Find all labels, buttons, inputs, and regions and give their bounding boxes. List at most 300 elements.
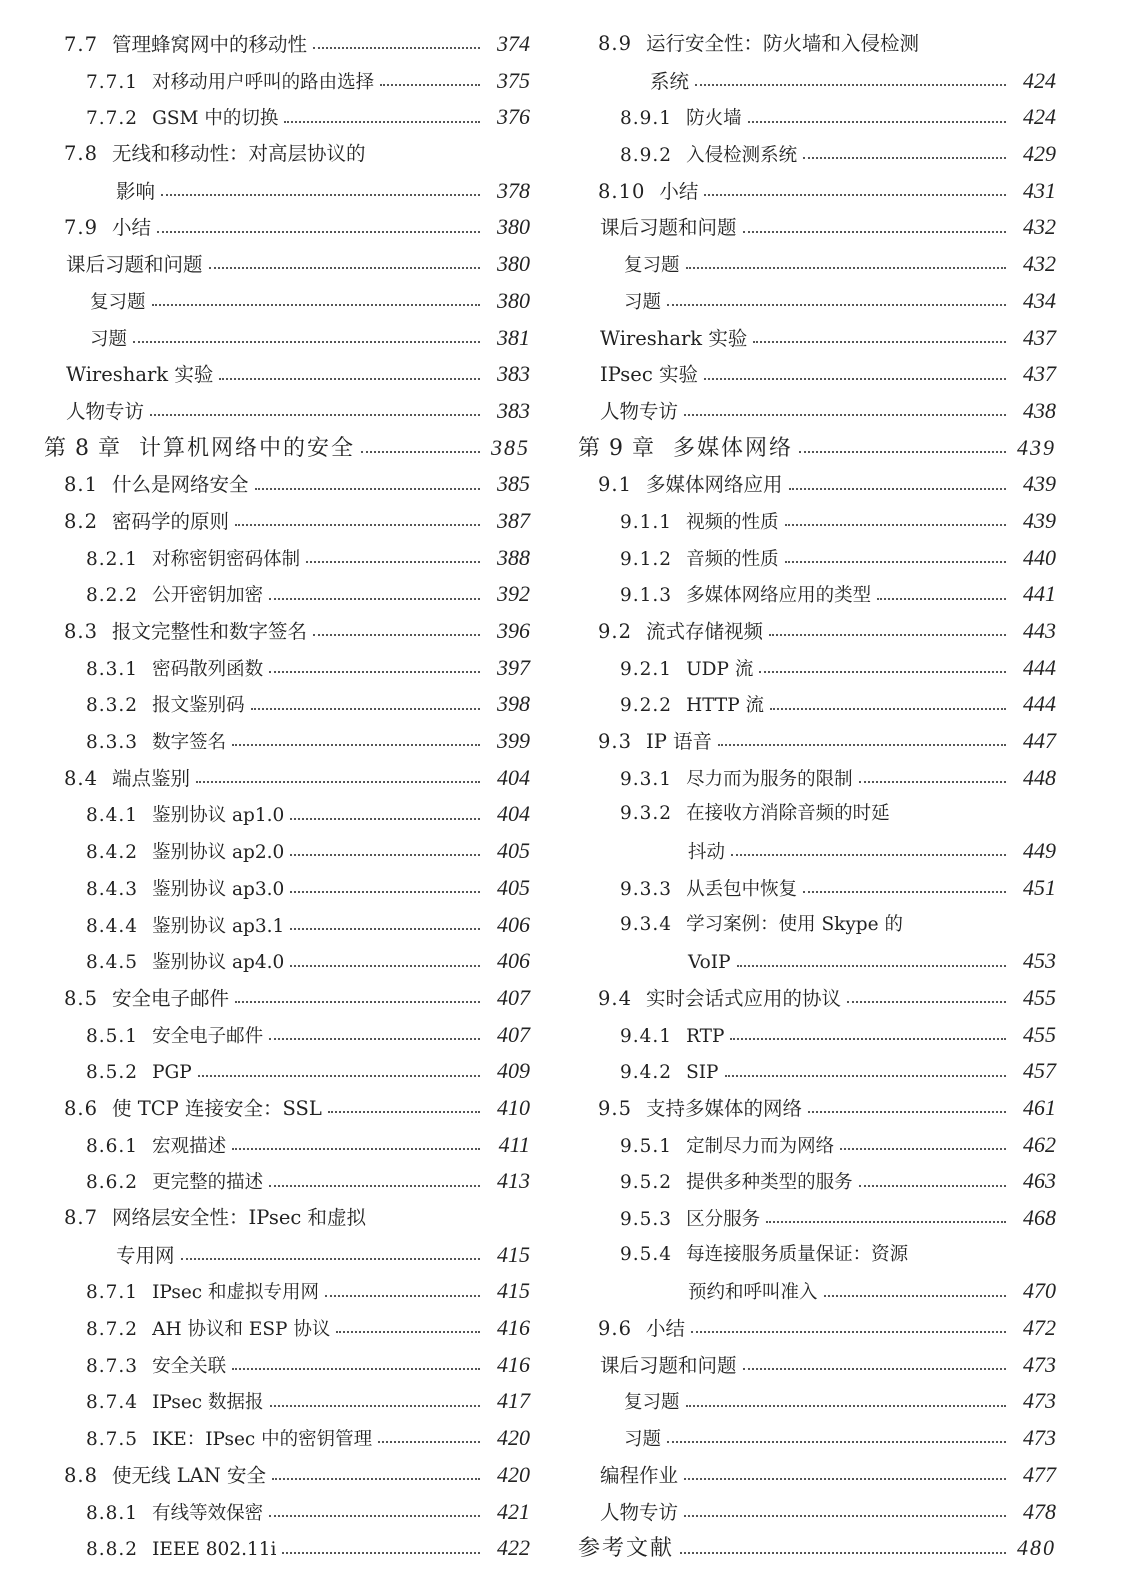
toc-entry-title: 编程作业 (600, 1463, 679, 1487)
toc-entry-title: 习题 (624, 1429, 662, 1451)
toc-entry[interactable] (578, 1494, 1056, 1531)
toc-entry-page: 424 (1023, 104, 1056, 130)
toc-entry-title: GSM 中的切换 (152, 108, 279, 130)
toc-entry-title: 复习题 (624, 255, 680, 277)
toc-left-column (44, 26, 530, 1567)
toc-entry-number: 9.5 (598, 1096, 633, 1120)
toc-entry-title: SIP (686, 1062, 719, 1084)
toc-entry[interactable] (578, 246, 1056, 283)
toc-entry[interactable] (578, 1090, 1056, 1127)
toc-entry[interactable] (578, 503, 1056, 540)
leader-dots (769, 634, 1006, 636)
leader-dots (255, 488, 480, 490)
toc-entry-page: 417 (497, 1388, 530, 1414)
toc-entry[interactable] (578, 870, 1056, 907)
toc-entry[interactable] (44, 650, 530, 687)
toc-entry-number: 9.6 (598, 1317, 633, 1341)
toc-entry[interactable] (44, 1494, 530, 1531)
toc-entry[interactable] (578, 1237, 1056, 1274)
toc-entry-title: 鉴别协议 ap4.0 (152, 952, 285, 974)
toc-entry-number: 8.5.2 (86, 1062, 139, 1084)
toc-entry-title: 网络层安全性：IPsec 和虚拟 (112, 1206, 366, 1229)
toc-entry[interactable] (44, 870, 530, 907)
toc-entry[interactable] (578, 1273, 1056, 1310)
toc-entry-title: 安全关联 (152, 1355, 227, 1377)
toc-entry-title: 什么是网络安全 (112, 473, 249, 497)
leader-dots (269, 598, 480, 600)
leader-dots (684, 414, 1006, 416)
toc-entry-page: 375 (497, 67, 530, 93)
toc-entry-title: 习题 (90, 328, 128, 350)
toc-entry[interactable] (578, 320, 1056, 357)
toc-entry-page: 415 (497, 1278, 530, 1304)
toc-entry-number: 第 9 章 (578, 435, 655, 461)
toc-entry-number: 7.7.1 (86, 71, 139, 93)
toc-entry-number: 8.7.2 (86, 1319, 139, 1341)
toc-entry[interactable] (578, 1017, 1056, 1054)
toc-entry[interactable] (44, 173, 530, 210)
toc-entry-title: 课后习题和问题 (600, 1353, 737, 1377)
leader-dots (232, 744, 480, 746)
toc-entry-number: 8.1 (64, 473, 99, 497)
toc-entry-page: 432 (1023, 214, 1056, 240)
toc-entry[interactable] (578, 1053, 1056, 1090)
toc-entry-page: 381 (497, 324, 530, 350)
toc-entry[interactable] (578, 430, 1056, 467)
leader-dots (737, 965, 1006, 967)
toc-entry-page: 415 (497, 1241, 530, 1267)
leader-dots (290, 854, 480, 856)
leader-dots (877, 598, 1006, 600)
toc-entry[interactable] (578, 613, 1056, 650)
toc-entry-title: 影响 (116, 179, 156, 203)
toc-entry[interactable] (578, 63, 1056, 100)
toc-entry-number: 8.7.1 (86, 1282, 139, 1304)
leader-dots (840, 1148, 1006, 1150)
leader-dots (336, 1331, 480, 1333)
leader-dots (306, 561, 480, 563)
leader-dots (824, 1295, 1006, 1297)
toc-entry-number: 8.4.2 (86, 842, 139, 864)
toc-entry-page: 422 (497, 1535, 530, 1561)
toc-entry[interactable] (578, 1347, 1056, 1384)
toc-entry-page: 424 (1023, 67, 1056, 93)
toc-entry[interactable] (578, 833, 1056, 870)
toc-entry-title: 复习题 (624, 1392, 680, 1414)
toc-entry-title: 鉴别协议 ap3.1 (152, 915, 285, 937)
leader-dots (808, 1111, 1006, 1113)
toc-entry-title: 专用网 (116, 1243, 175, 1267)
toc-entry-number: 8.8.1 (86, 1502, 139, 1524)
toc-entry[interactable] (578, 576, 1056, 613)
toc-entry-page: 383 (497, 397, 530, 423)
toc-entry[interactable] (578, 540, 1056, 577)
leader-dots (133, 341, 480, 343)
toc-entry-number: 8.4.1 (86, 805, 139, 827)
toc-entry[interactable] (578, 1457, 1056, 1494)
toc-entry-title: 尽力而为服务的限制 (686, 768, 853, 790)
toc-entry[interactable] (44, 540, 530, 577)
leader-dots (251, 708, 480, 710)
toc-entry-number: 9.2.1 (620, 658, 673, 680)
toc-entry-page: 480 (1017, 1535, 1056, 1561)
toc-entry-title: 使 TCP 连接安全：SSL (112, 1096, 322, 1120)
leader-dots (209, 267, 480, 269)
toc-entry-title: 定制尽力而为网络 (686, 1135, 835, 1157)
toc-entry-number: 8.7.3 (86, 1355, 139, 1377)
toc-entry-page: 413 (497, 1168, 530, 1194)
toc-entry-page: 444 (1023, 654, 1056, 680)
leader-dots (695, 84, 1006, 86)
toc-entry-number: 8.7 (64, 1206, 99, 1229)
leader-dots (284, 121, 480, 123)
toc-entry-number: 7.8 (64, 142, 99, 166)
toc-entry-title: 密码散列函数 (152, 658, 264, 680)
toc-entry-number: 9.5.3 (620, 1209, 673, 1230)
leader-dots (803, 157, 1006, 159)
toc-entry[interactable] (44, 833, 530, 870)
toc-entry-title: 鉴别协议 ap2.0 (152, 842, 285, 864)
toc-entry[interactable] (44, 503, 530, 540)
toc-entry[interactable] (44, 1053, 530, 1090)
toc-entry-number: 8.3.3 (86, 732, 139, 754)
leader-dots (198, 1075, 480, 1077)
toc-entry-title: 从丢包中恢复 (686, 878, 798, 900)
toc-entry-page: 439 (1023, 471, 1056, 497)
toc-entry-page: 434 (1023, 287, 1056, 313)
toc-entry-number: 8.9.2 (620, 145, 673, 167)
toc-entry-number: 9.3 (598, 730, 633, 754)
leader-dots (269, 1515, 480, 1517)
toc-entry[interactable] (44, 1163, 530, 1200)
toc-entry-number: 8.4 (64, 766, 99, 790)
toc-entry[interactable] (44, 1237, 530, 1274)
toc-entry-page: 396 (497, 618, 530, 643)
toc-entry-number: 8.5 (64, 986, 99, 1010)
toc-entry-title: 抖动 (688, 842, 726, 864)
toc-entry[interactable] (44, 760, 530, 797)
toc-entry[interactable] (44, 320, 530, 357)
toc-entry[interactable] (44, 1200, 530, 1237)
toc-entry-title: Wireshark 实验 (600, 326, 748, 350)
toc-entry[interactable] (44, 1017, 530, 1054)
leader-dots (859, 781, 1006, 783)
toc-entry[interactable] (44, 576, 530, 613)
toc-entry[interactable] (578, 99, 1056, 136)
toc-entry-page: 420 (497, 1461, 530, 1487)
toc-entry-title: 公开密钥加密 (152, 585, 264, 607)
leader-dots (269, 1185, 480, 1187)
toc-entry[interactable] (44, 1310, 530, 1347)
toc-entry-number: 8.8.2 (86, 1539, 139, 1561)
leader-dots (799, 451, 1006, 453)
toc-entry-title: 多媒体网络应用 (646, 473, 783, 497)
leader-dots (290, 928, 480, 930)
toc-entry[interactable] (44, 796, 530, 833)
toc-entry-page: 444 (1023, 691, 1056, 717)
toc-entry-title: 人物专访 (66, 399, 145, 423)
toc-entry[interactable] (44, 1457, 530, 1494)
toc-entry[interactable] (44, 1347, 530, 1384)
toc-entry-title: 参考文献 (578, 1536, 675, 1562)
leader-dots (361, 451, 480, 453)
toc-entry-page: 416 (497, 1351, 530, 1377)
toc-entry-title: HTTP 流 (686, 695, 765, 717)
toc-entry-page: 468 (1023, 1205, 1056, 1230)
toc-entry-title: 安全电子邮件 (112, 986, 230, 1010)
toc-entry[interactable] (44, 430, 530, 467)
toc-entry[interactable] (578, 1200, 1056, 1237)
toc-entry[interactable] (578, 209, 1056, 246)
toc-entry[interactable] (44, 136, 530, 173)
toc-entry-page: 380 (497, 214, 530, 240)
leader-dots (847, 1001, 1006, 1003)
toc-entry-number: 9.4 (598, 986, 633, 1010)
toc-entry-number: 8.7.4 (86, 1392, 139, 1414)
toc-entry[interactable] (44, 356, 530, 393)
toc-entry[interactable] (578, 1420, 1056, 1457)
toc-entry[interactable] (578, 136, 1056, 173)
toc-entry-page: 406 (497, 911, 530, 937)
toc-entry[interactable] (44, 466, 530, 503)
toc-entry[interactable] (578, 1530, 1056, 1567)
toc-entry[interactable] (44, 1420, 530, 1457)
toc-entry[interactable] (578, 173, 1056, 210)
leader-dots (789, 488, 1006, 490)
toc-entry-title: RTP (686, 1025, 725, 1047)
toc-entry-title: 端点鉴别 (112, 766, 191, 790)
toc-entry[interactable] (44, 907, 530, 944)
toc-entry-page: 421 (497, 1498, 530, 1524)
toc-entry-title: 鉴别协议 ap1.0 (152, 805, 285, 827)
leader-dots (328, 1111, 480, 1113)
leader-dots (770, 708, 1006, 710)
toc-entry-number: 8.10 (598, 179, 646, 203)
leader-dots (378, 1441, 480, 1443)
toc-entry[interactable] (578, 26, 1056, 63)
toc-entry-number: 8.3 (64, 620, 99, 643)
toc-entry-title: 流式存储视频 (646, 620, 764, 643)
toc-entry[interactable] (578, 650, 1056, 687)
toc-entry[interactable] (44, 99, 530, 136)
toc-entry[interactable] (578, 356, 1056, 393)
toc-entry[interactable] (578, 283, 1056, 320)
toc-entry[interactable] (578, 1383, 1056, 1420)
toc-entry-title: IP 语音 (646, 730, 713, 754)
toc-entry-title: 提供多种类型的服务 (686, 1172, 853, 1194)
toc-entry-number: 8.8 (64, 1463, 99, 1487)
leader-dots (196, 781, 480, 783)
toc-entry-title: 区分服务 (686, 1209, 761, 1230)
toc-entry-page: 376 (497, 104, 530, 130)
leader-dots (766, 1221, 1006, 1223)
toc-entry-number: 9.2 (598, 620, 633, 643)
toc-entry-number: 9.1 (598, 473, 633, 497)
toc-entry-page: 410 (497, 1094, 530, 1120)
toc-entry[interactable] (44, 393, 530, 430)
toc-entry-page: 453 (1023, 948, 1056, 974)
toc-entry[interactable] (578, 723, 1056, 760)
toc-entry-page: 380 (497, 251, 530, 277)
toc-entry-number: 8.9.1 (620, 108, 673, 130)
toc-entry-title: 小结 (659, 179, 699, 203)
toc-entry-page: 404 (497, 764, 530, 790)
toc-entry[interactable] (44, 283, 530, 320)
toc-entry-title: 运行安全性：防火墙和入侵检测 (646, 32, 920, 55)
toc-entry-title: 系统 (650, 69, 690, 93)
toc-entry[interactable] (44, 26, 530, 63)
toc-entry[interactable] (578, 393, 1056, 430)
toc-entry-page: 398 (497, 691, 530, 717)
toc-entry-title: AH 协议和 ESP 协议 (152, 1319, 331, 1341)
toc-entry-number: 8.3.1 (86, 658, 139, 680)
toc-entry-page: 431 (1023, 177, 1056, 203)
toc-entry[interactable] (578, 466, 1056, 503)
leader-dots (743, 1368, 1006, 1370)
toc-entry-number: 8.5.1 (86, 1025, 139, 1047)
toc-entry[interactable] (578, 760, 1056, 797)
toc-entry-page: 438 (1023, 397, 1056, 423)
leader-dots (684, 1515, 1006, 1517)
toc-entry-page: 374 (497, 31, 530, 56)
toc-entry-title: 安全电子邮件 (152, 1025, 264, 1047)
toc-entry-page: 461 (1023, 1094, 1056, 1120)
toc-entry-number: 8.6 (64, 1096, 99, 1120)
leader-dots (704, 378, 1006, 380)
toc-entry[interactable] (578, 907, 1056, 944)
leader-dots (691, 1331, 1006, 1333)
leader-dots (686, 1405, 1006, 1407)
toc-entry[interactable] (44, 1530, 530, 1567)
leader-dots (325, 1295, 480, 1297)
toc-entry[interactable] (578, 1310, 1056, 1347)
toc-entry[interactable] (578, 980, 1056, 1017)
toc-entry-page: 440 (1023, 544, 1056, 570)
toc-entry-number: 9.3.2 (620, 803, 673, 825)
toc-entry[interactable] (44, 943, 530, 980)
toc-entry[interactable] (578, 943, 1056, 980)
toc-entry-page: 380 (497, 287, 530, 313)
leader-dots (272, 1478, 480, 1480)
toc-entry-page: 448 (1023, 764, 1056, 790)
toc-entry-title: IPsec 和虚拟专用网 (152, 1282, 320, 1304)
toc-entry-title: 小结 (646, 1317, 686, 1341)
leader-dots (270, 1405, 480, 1407)
leader-dots (282, 1552, 480, 1554)
leader-dots (731, 854, 1006, 856)
toc-entry-number: 9.2.2 (620, 695, 673, 717)
toc-entry[interactable] (44, 1383, 530, 1420)
toc-entry-page: 405 (497, 874, 530, 900)
toc-entry-page: 383 (497, 361, 530, 387)
leader-dots (759, 671, 1006, 673)
toc-entry-title: 报文鉴别码 (152, 695, 245, 717)
leader-dots (748, 121, 1006, 123)
toc-entry-page: 378 (497, 177, 530, 203)
toc-entry[interactable] (44, 1273, 530, 1310)
toc-entry-number: 8.9 (598, 32, 633, 55)
toc-entry-number: 9.1.1 (620, 511, 673, 533)
toc-entry[interactable] (44, 613, 530, 650)
toc-entry[interactable] (44, 723, 530, 760)
toc-entry-title: Wireshark 实验 (66, 363, 214, 387)
toc-entry-title: IEEE 802.11i (152, 1539, 277, 1561)
toc-entry-title: 多媒体网络应用的类型 (686, 585, 872, 607)
toc-entry-page: 463 (1023, 1168, 1056, 1194)
toc-entry-page: 437 (1023, 324, 1056, 350)
toc-entry-number: 8.6.1 (86, 1135, 139, 1157)
toc-entry-page: 441 (1023, 581, 1056, 607)
toc-entry-title: 数字签名 (152, 732, 227, 754)
toc-entry-number: 8.4.5 (86, 952, 139, 974)
toc-entry-number: 9.5.1 (620, 1135, 673, 1157)
toc-entry[interactable] (44, 63, 530, 100)
toc-entry-title: 密码学的原则 (112, 509, 230, 533)
toc-entry[interactable] (44, 686, 530, 723)
leader-dots (743, 231, 1006, 233)
toc-right-column (578, 26, 1056, 1567)
toc-entry-title: 实时会话式应用的协议 (646, 986, 842, 1010)
toc-entry-title: UDP 流 (686, 658, 754, 680)
toc-entry-page: 387 (497, 507, 530, 533)
toc-entry[interactable] (44, 246, 530, 283)
toc-entry-number: 8.2.1 (86, 548, 139, 570)
toc-entry-title: 每连接服务质量保证：资源 (686, 1243, 909, 1265)
toc-entry-page: 404 (497, 801, 530, 827)
toc-entry-title: VoIP (688, 952, 731, 974)
toc-entry[interactable] (578, 796, 1056, 833)
toc-entry-page: 451 (1023, 874, 1056, 900)
leader-dots (785, 561, 1006, 563)
toc-entry[interactable] (578, 1127, 1056, 1164)
toc-entry-page: 478 (1023, 1498, 1056, 1524)
toc-entry-number: 8.7.5 (86, 1429, 139, 1451)
toc-entry-page: 407 (497, 1021, 530, 1047)
toc-entry-title: 防火墙 (686, 108, 742, 130)
toc-entry-number: 8.6.2 (86, 1172, 139, 1194)
toc-entry[interactable] (44, 980, 530, 1017)
toc-entry-page: 472 (1023, 1315, 1056, 1341)
toc-entry-page: 473 (1023, 1351, 1056, 1377)
toc-entry[interactable] (578, 686, 1056, 723)
toc-entry-page: 406 (497, 948, 530, 974)
toc-entry-page: 420 (497, 1425, 530, 1451)
toc-entry-title: 宏观描述 (152, 1135, 227, 1157)
toc-entry-number: 7.9 (64, 216, 99, 240)
toc-entry-page: 385 (491, 434, 530, 460)
toc-entry-number: 9.1.3 (620, 585, 673, 607)
leader-dots (667, 1441, 1006, 1443)
toc-entry-number: 9.3.4 (620, 913, 673, 935)
toc-entry[interactable] (578, 1163, 1056, 1200)
leader-dots (725, 1075, 1006, 1077)
toc-entry-number: 第 8 章 (44, 435, 121, 461)
toc-entry-number: 8.3.2 (86, 695, 139, 717)
toc-entry[interactable] (44, 1127, 530, 1164)
leader-dots (150, 414, 480, 416)
toc-entry-title: 有线等效保密 (152, 1502, 264, 1524)
toc-entry-page: 409 (497, 1058, 530, 1084)
toc-entry-page: 416 (497, 1315, 530, 1341)
toc-entry-page: 399 (497, 728, 530, 754)
leader-dots (161, 194, 480, 196)
toc-entry[interactable] (44, 209, 530, 246)
leader-dots (718, 744, 1006, 746)
toc-entry-page: 473 (1023, 1425, 1056, 1451)
toc-entry-title: 更完整的描述 (152, 1172, 264, 1194)
toc-entry-title: 课后习题和问题 (600, 216, 737, 240)
toc-entry[interactable] (44, 1090, 530, 1127)
